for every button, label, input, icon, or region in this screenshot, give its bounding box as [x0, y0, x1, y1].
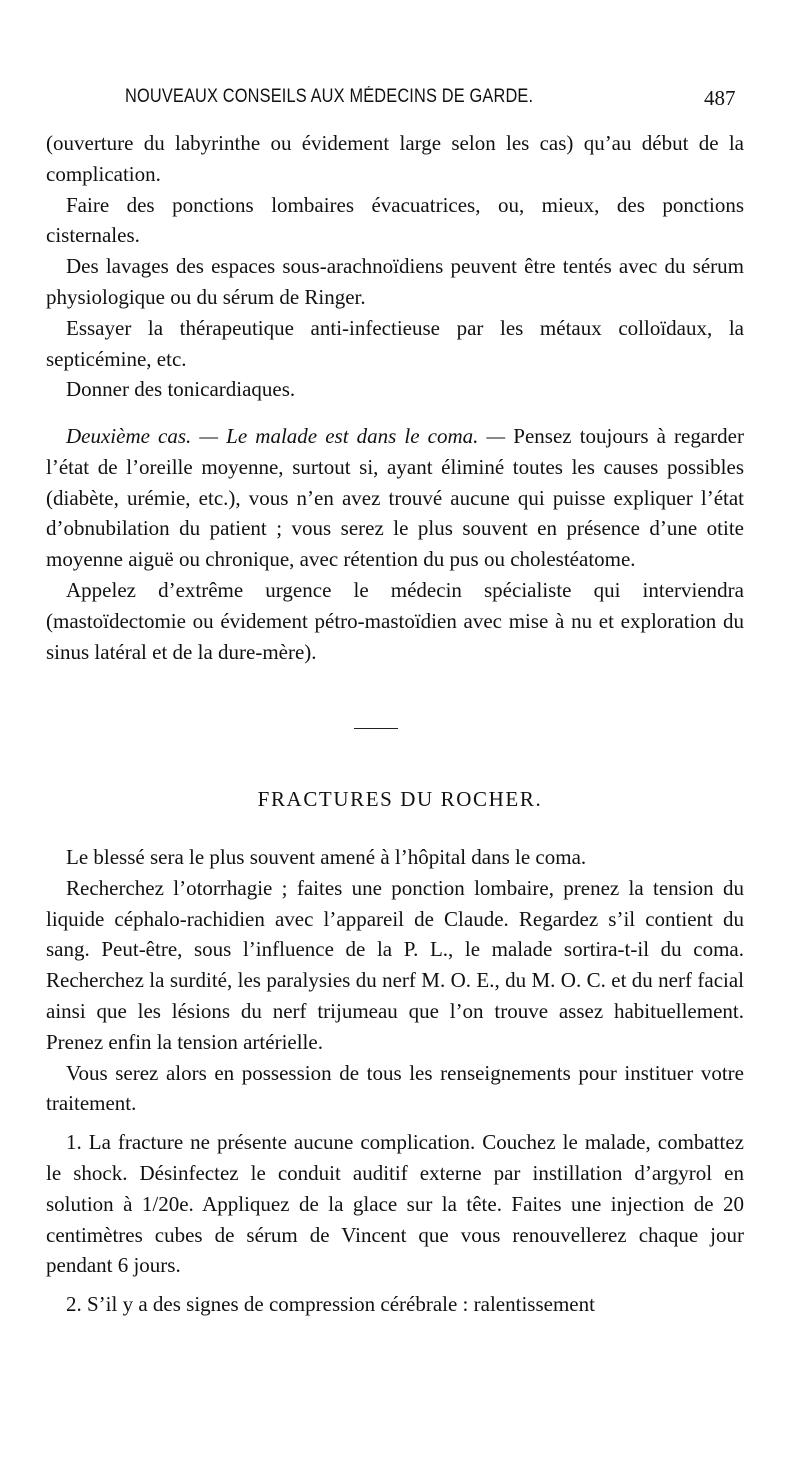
running-head	[0, 86, 800, 116]
paragraph: Appelez d’extrême urgence le médecin spécialiste qui interviendra (mastoïdectomie ou évidement pétro-mastoïdien avec mise à nu et exploration du sinus latéral et de la dure-mère).	[46, 577, 744, 664]
page-number: 487	[704, 86, 736, 110]
numbered-item: 1. La fracture ne présente aucune complication. Couchez le malade, combattez le shock. Désinfectez le conduit auditif externe par instillation d’argyrol en solution à 1/20e. Appliquez de la glace sur la tête. Faites une injection de 20 centimètres cubes de sérum de Vincent que vous renouvellerez chaque jour pendant 6 jours.	[46, 1130, 744, 1278]
paragraph: Le blessé sera le plus souvent amené à l’hôpital dans le coma.	[66, 845, 587, 869]
section-fractures	[46, 842, 744, 1320]
section-heading: FRACTURES DU ROCHER.	[257, 787, 543, 811]
paragraph-second-case	[46, 421, 744, 575]
paragraph: Faire des ponctions lombaires évacuatrices, ou, mieux, des ponctions cisternales.	[46, 192, 744, 248]
paragraph: Essayer la thérapeutique anti-infectieuse par les métaux colloïdaux, la septicémine, etc.	[46, 315, 744, 371]
paragraph: Recherchez l’otorrhagie ; faites une ponction lombaire, prenez la tension du liquide céphalo-rachidien avec l’appareil de Claude. Regardez s’il contient du sang. Peut-être, sous l’influence de la P. L., le malade sortira-t-il du coma. Recherchez la surdité, les paralysies du nerf M. O. E., du M. O. C. et du nerf facial ainsi que les lésions du nerf trijumeau que l’on trouve assez habituellement. Prenez enfin la tension artérielle.	[46, 875, 744, 1054]
paragraph: Des lavages des espaces sous-arachnoïdiens peuvent être tentés avec du sérum physiologique ou du sérum de Ringer.	[46, 254, 744, 309]
case-text: Pensez toujours à regarder l’état de l’oreille moyenne, surtout si, ayant éliminé toutes les causes possibles (diabète, urémie, etc.), vous n’en avez trouvé aucune qui puisse expliquer l’état d’obnubilation du patient ; vous serez le plus souvent en présence d’une otite moyenne aiguë ou chronique, avec rétention du pus ou cholestéatome.	[46, 424, 744, 572]
paragraph: (ouverture du labyrinthe ou évidement large selon les cas) qu’au début de la complication.	[46, 131, 744, 186]
section-divider	[354, 728, 398, 729]
numbered-item: 2. S’il y a des signes de compression cérébrale : ralentissement	[66, 1292, 595, 1317]
paragraph: Donner des tonicardiaques.	[66, 377, 296, 402]
section-second-case	[46, 421, 744, 667]
running-head-title: NOUVEAUX CONSEILS AUX MÉDECINS DE GARDE.	[125, 86, 534, 107]
case-heading: Deuxième cas. — Le malade est dans le coma. —	[66, 424, 506, 448]
section-treatment-continued	[46, 128, 744, 405]
paragraph: Vous serez alors en possession de tous les renseignements pour instituer votre traitement.	[46, 1060, 744, 1116]
